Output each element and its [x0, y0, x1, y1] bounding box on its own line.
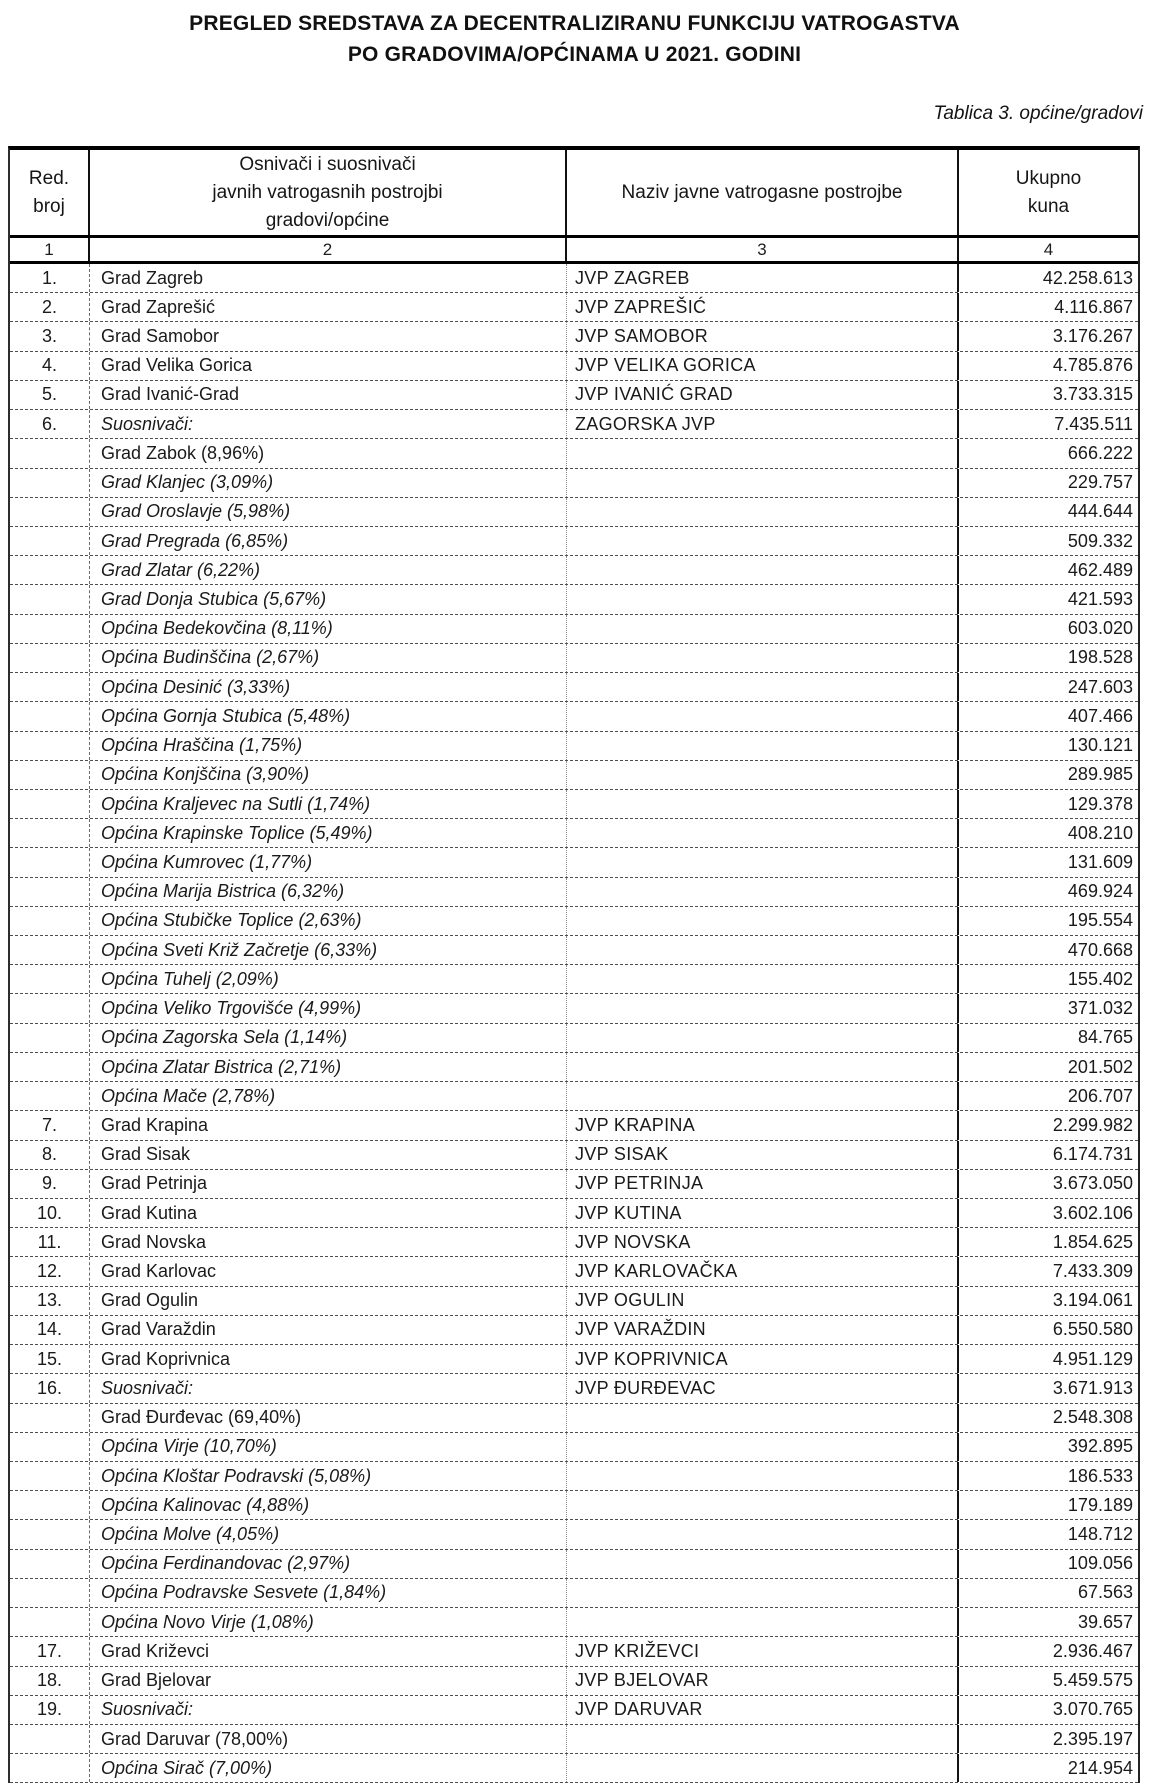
unit-cell: JVP SISAK: [567, 1141, 959, 1169]
header-red-line-2: broj: [33, 195, 65, 217]
row-number-cell: 18.: [10, 1667, 90, 1695]
unit-cell: [567, 907, 959, 935]
unit-cell: [567, 1608, 959, 1636]
unit-cell: [567, 848, 959, 876]
amount-cell: 148.712: [1067, 1524, 1133, 1545]
founder-cell: Grad Velika Gorica: [90, 352, 567, 380]
unit-cell: [567, 1462, 959, 1490]
row-number-cell: 15.: [10, 1345, 90, 1373]
row-number-cell: 10.: [10, 1199, 90, 1227]
column-number-2: 2: [90, 238, 567, 261]
table-row: [10, 264, 1138, 293]
unit-cell: [567, 732, 959, 760]
unit-cell: [567, 644, 959, 672]
table-row: [10, 790, 1138, 819]
row-number-cell: 16.: [10, 1374, 90, 1402]
table-body: [10, 264, 1138, 1783]
founder-cell: Općina Kraljevec na Sutli (1,74%): [90, 790, 567, 818]
table-row: [10, 556, 1138, 585]
row-number-cell: 7.: [10, 1111, 90, 1139]
row-number-cell: [10, 469, 90, 497]
table-row: [10, 965, 1138, 994]
amount-cell: 198.528: [1067, 647, 1133, 668]
table-row: [10, 1433, 1138, 1462]
founder-cell: Grad Ogulin: [90, 1287, 567, 1315]
amount-cell: 3.176.267: [1052, 326, 1133, 347]
amount-cell: 2.936.467: [1052, 1640, 1133, 1661]
amount-cell: 2.395.197: [1052, 1728, 1133, 1749]
amount-cell: 206.707: [1067, 1085, 1133, 1106]
table-header-row: [10, 150, 1138, 238]
unit-cell: JVP ĐURĐEVAC: [567, 1374, 959, 1402]
row-number-cell: [10, 732, 90, 760]
amount-cell: 4.116.867: [1054, 296, 1133, 317]
amount-cell: 3.733.315: [1052, 384, 1133, 405]
amount-cell: 666.222: [1067, 442, 1133, 463]
founder-cell: Općina Kalinovac (4,88%): [90, 1491, 567, 1519]
amount-cell: 247.603: [1067, 676, 1133, 697]
table-row: [10, 1608, 1138, 1637]
table-row: [10, 1696, 1138, 1725]
founder-cell: Općina Krapinske Toplice (5,49%): [90, 819, 567, 847]
founder-cell: Općina Zagorska Sela (1,14%): [90, 1024, 567, 1052]
amount-cell: 131.609: [1067, 851, 1133, 872]
founder-cell: Grad Petrinja: [90, 1170, 567, 1198]
header-red-line-1: Red.: [28, 167, 70, 189]
founder-cell: Općina Tuhelj (2,09%): [90, 965, 567, 993]
founder-cell: Općina Bedekovčina (8,11%): [90, 615, 567, 643]
amount-cell: 470.668: [1067, 939, 1133, 960]
amount-cell: 67.563: [1077, 1582, 1133, 1603]
founder-cell: Grad Zaprešić: [90, 293, 567, 321]
row-number-cell: 12.: [10, 1257, 90, 1285]
amount-cell: 109.056: [1067, 1553, 1133, 1574]
header-naziv-line-1: Naziv javne vatrogasne postrojbe: [621, 181, 903, 203]
table-row: [10, 1550, 1138, 1579]
amount-cell: 186.533: [1067, 1465, 1133, 1486]
row-number-cell: [10, 702, 90, 730]
unit-cell: JVP ZAPREŠIĆ: [567, 293, 959, 321]
unit-cell: [567, 1550, 959, 1578]
table-row: [10, 527, 1138, 556]
table-row: [10, 585, 1138, 614]
table-row: [10, 819, 1138, 848]
unit-cell: [567, 1082, 959, 1110]
amount-cell: 129.378: [1067, 793, 1133, 814]
row-number-cell: [10, 878, 90, 906]
table-row: [10, 761, 1138, 790]
row-number-cell: [10, 1520, 90, 1548]
unit-cell: [567, 1433, 959, 1461]
founder-cell: Općina Veliko Trgovišće (4,99%): [90, 994, 567, 1022]
row-number-cell: 17.: [10, 1637, 90, 1665]
row-number-cell: 1.: [10, 264, 90, 292]
unit-cell: [567, 1520, 959, 1548]
amount-cell: 371.032: [1067, 998, 1133, 1019]
table-row: [10, 1257, 1138, 1286]
unit-cell: [567, 1024, 959, 1052]
unit-cell: [567, 585, 959, 613]
table-row: [10, 322, 1138, 351]
founder-cell: Općina Kumrovec (1,77%): [90, 848, 567, 876]
founder-cell: Općina Konjščina (3,90%): [90, 761, 567, 789]
row-number-cell: [10, 527, 90, 555]
row-number-cell: 4.: [10, 352, 90, 380]
table-row: [10, 1287, 1138, 1316]
amount-cell: 6.174.731: [1052, 1144, 1133, 1165]
unit-cell: [567, 965, 959, 993]
table-row: [10, 907, 1138, 936]
founder-cell: Općina Desinić (3,33%): [90, 673, 567, 701]
amount-cell: 6.550.580: [1052, 1319, 1133, 1340]
founder-cell: Općina Zlatar Bistrica (2,71%): [90, 1053, 567, 1081]
founder-cell: Grad Karlovac: [90, 1257, 567, 1285]
unit-cell: JVP KRIŽEVCI: [567, 1637, 959, 1665]
header-osnivaci-line-2: javnih vatrogasnih postrojbi: [212, 181, 443, 203]
amount-cell: 229.757: [1067, 472, 1133, 493]
unit-cell: [567, 615, 959, 643]
table-row: [10, 1170, 1138, 1199]
amount-cell: 201.502: [1067, 1056, 1133, 1077]
amount-cell: 462.489: [1067, 559, 1133, 580]
row-number-cell: [10, 1491, 90, 1519]
table-row: [10, 439, 1138, 468]
founder-cell: Općina Podravske Sesvete (1,84%): [90, 1579, 567, 1607]
amount-cell: 3.194.061: [1052, 1290, 1133, 1311]
founder-cell: Općina Kloštar Podravski (5,08%): [90, 1462, 567, 1490]
table-row: [10, 1141, 1138, 1170]
founder-cell: Grad Pregrada (6,85%): [90, 527, 567, 555]
founder-cell: Grad Samobor: [90, 322, 567, 350]
table-row: [10, 1053, 1138, 1082]
row-number-cell: [10, 790, 90, 818]
amount-cell: 84.765: [1077, 1027, 1133, 1048]
table-row: [10, 1520, 1138, 1549]
row-number-cell: 5.: [10, 381, 90, 409]
unit-cell: [567, 790, 959, 818]
row-number-cell: [10, 848, 90, 876]
table-row: [10, 1667, 1138, 1696]
row-number-cell: [10, 1579, 90, 1607]
header-cell-naziv: [567, 150, 959, 235]
amount-cell: 130.121: [1067, 735, 1133, 756]
table-row: [10, 1579, 1138, 1608]
title-line-2: PO GRADOVIMA/OPĆINAMA U 2021. GODINI: [347, 43, 802, 66]
table-row: [10, 1637, 1138, 1666]
unit-cell: [567, 819, 959, 847]
amount-cell: 7.433.309: [1052, 1261, 1133, 1282]
column-number-4: 4: [1043, 239, 1054, 259]
founder-cell: Grad Zlatar (6,22%): [90, 556, 567, 584]
header-cell-red-broj: [10, 150, 90, 235]
header-osnivaci-line-1: Osnivači i suosnivači: [239, 153, 416, 175]
header-ukupno-line-1: Ukupno: [1015, 167, 1082, 189]
unit-cell: JVP SAMOBOR: [567, 322, 959, 350]
column-number-1: 1: [10, 238, 90, 261]
table-row: [10, 1316, 1138, 1345]
table-row: [10, 936, 1138, 965]
unit-cell: [567, 439, 959, 467]
amount-cell: 444.644: [1067, 501, 1133, 522]
founder-cell: Grad Koprivnica: [90, 1345, 567, 1373]
header-osnivaci-line-3: gradovi/općine: [265, 209, 390, 231]
row-number-cell: [10, 1550, 90, 1578]
amount-cell: 195.554: [1067, 910, 1133, 931]
table-row: [10, 1199, 1138, 1228]
amount-cell: 392.895: [1067, 1436, 1133, 1457]
unit-cell: [567, 702, 959, 730]
row-number-cell: [10, 556, 90, 584]
row-number-cell: [10, 585, 90, 613]
table-row: [10, 1345, 1138, 1374]
row-number-cell: 2.: [10, 293, 90, 321]
row-number-cell: 13.: [10, 1287, 90, 1315]
unit-cell: [567, 878, 959, 906]
founder-cell: Općina Gornja Stubica (5,48%): [90, 702, 567, 730]
unit-cell: [567, 761, 959, 789]
amount-cell: 407.466: [1067, 705, 1133, 726]
row-number-cell: [10, 761, 90, 789]
unit-cell: JVP IVANIĆ GRAD: [567, 381, 959, 409]
row-number-cell: [10, 819, 90, 847]
table-row: [10, 1404, 1138, 1433]
amount-cell: 2.548.308: [1052, 1407, 1133, 1428]
table-row: [10, 1024, 1138, 1053]
unit-cell: JVP VARAŽDIN: [567, 1316, 959, 1344]
amount-cell: 2.299.982: [1052, 1114, 1133, 1135]
founder-cell: Općina Mače (2,78%): [90, 1082, 567, 1110]
amount-cell: 4.785.876: [1052, 355, 1133, 376]
amount-cell: 603.020: [1067, 618, 1133, 639]
table-row: [10, 1228, 1138, 1257]
unit-cell: JVP KARLOVAČKA: [567, 1257, 959, 1285]
founder-cell: Općina Sirač (7,00%): [90, 1754, 567, 1782]
founder-cell: Općina Virje (10,70%): [90, 1433, 567, 1461]
row-number-cell: [10, 1082, 90, 1110]
founder-cell: Grad Zagreb: [90, 264, 567, 292]
amount-cell: 3.602.106: [1052, 1202, 1133, 1223]
row-number-cell: [10, 498, 90, 526]
founder-cell: Općina Budinščina (2,67%): [90, 644, 567, 672]
unit-cell: JVP KOPRIVNICA: [567, 1345, 959, 1373]
table-row: [10, 352, 1138, 381]
table-row: [10, 498, 1138, 527]
table-row: [10, 848, 1138, 877]
amount-cell: 42.258.613: [1042, 267, 1133, 288]
column-number-row: [10, 238, 1138, 264]
funds-table: [8, 146, 1140, 1783]
table-row: [10, 732, 1138, 761]
unit-cell: [567, 1053, 959, 1081]
unit-cell: [567, 527, 959, 555]
founder-cell: Grad Ivanić-Grad: [90, 381, 567, 409]
founder-cell: Suosnivači:: [90, 1696, 567, 1724]
table-row: [10, 878, 1138, 907]
table-row: [10, 1754, 1138, 1783]
table-row: [10, 644, 1138, 673]
row-number-cell: [10, 907, 90, 935]
row-number-cell: 6.: [10, 410, 90, 438]
column-number-3: 3: [567, 238, 959, 261]
amount-cell: 4.951.129: [1052, 1348, 1133, 1369]
unit-cell: JVP PETRINJA: [567, 1170, 959, 1198]
amount-cell: 469.924: [1067, 881, 1133, 902]
table-row: [10, 381, 1138, 410]
founder-cell: Grad Đurđevac (69,40%): [90, 1404, 567, 1432]
amount-cell: 214.954: [1067, 1757, 1133, 1778]
founder-cell: Grad Zabok (8,96%): [90, 439, 567, 467]
founder-cell: Grad Sisak: [90, 1141, 567, 1169]
unit-cell: JVP ZAGREB: [567, 264, 959, 292]
founder-cell: Suosnivači:: [90, 1374, 567, 1402]
founder-cell: Grad Krapina: [90, 1111, 567, 1139]
amount-cell: 3.673.050: [1052, 1173, 1133, 1194]
unit-cell: JVP BJELOVAR: [567, 1667, 959, 1695]
row-number-cell: [10, 1433, 90, 1461]
header-cell-osnivaci: [90, 150, 567, 235]
row-number-cell: [10, 1404, 90, 1432]
unit-cell: [567, 1404, 959, 1432]
row-number-cell: [10, 936, 90, 964]
founder-cell: Općina Sveti Križ Začretje (6,33%): [90, 936, 567, 964]
title-line-1: PREGLED SREDSTAVA ZA DECENTRALIZIRANU FUNKCIJU VATROGASTVA: [189, 12, 960, 35]
table-row: [10, 1111, 1138, 1140]
row-number-cell: [10, 615, 90, 643]
unit-cell: ZAGORSKA JVP: [567, 410, 959, 438]
amount-cell: 3.070.765: [1052, 1699, 1133, 1720]
unit-cell: JVP KUTINA: [567, 1199, 959, 1227]
amount-cell: 5.459.575: [1052, 1670, 1133, 1691]
row-number-cell: [10, 1024, 90, 1052]
table-row: [10, 702, 1138, 731]
unit-cell: [567, 1491, 959, 1519]
unit-cell: JVP VELIKA GORICA: [567, 352, 959, 380]
row-number-cell: 19.: [10, 1696, 90, 1724]
unit-cell: JVP OGULIN: [567, 1287, 959, 1315]
row-number-cell: [10, 994, 90, 1022]
row-number-cell: [10, 439, 90, 467]
row-number-cell: [10, 1725, 90, 1753]
unit-cell: JVP DARUVAR: [567, 1696, 959, 1724]
amount-cell: 1.854.625: [1052, 1231, 1133, 1252]
unit-cell: JVP NOVSKA: [567, 1228, 959, 1256]
table-row: [10, 994, 1138, 1023]
founder-cell: Grad Klanjec (3,09%): [90, 469, 567, 497]
table-row: [10, 1082, 1138, 1111]
unit-cell: [567, 498, 959, 526]
unit-cell: [567, 673, 959, 701]
founder-cell: Grad Donja Stubica (5,67%): [90, 585, 567, 613]
founder-cell: Grad Varaždin: [90, 1316, 567, 1344]
row-number-cell: 11.: [10, 1228, 90, 1256]
founder-cell: Grad Novska: [90, 1228, 567, 1256]
founder-cell: Grad Daruvar (78,00%): [90, 1725, 567, 1753]
founder-cell: Grad Oroslavje (5,98%): [90, 498, 567, 526]
row-number-cell: 3.: [10, 322, 90, 350]
row-number-cell: [10, 965, 90, 993]
table-row: [10, 410, 1138, 439]
table-row: [10, 469, 1138, 498]
header-cell-ukupno: [959, 150, 1138, 235]
row-number-cell: 14.: [10, 1316, 90, 1344]
unit-cell: [567, 469, 959, 497]
amount-cell: 509.332: [1067, 530, 1133, 551]
founder-cell: Općina Stubičke Toplice (2,63%): [90, 907, 567, 935]
amount-cell: 155.402: [1067, 968, 1133, 989]
amount-cell: 408.210: [1067, 822, 1133, 843]
founder-cell: Općina Marija Bistrica (6,32%): [90, 878, 567, 906]
unit-cell: [567, 994, 959, 1022]
founder-cell: Općina Hraščina (1,75%): [90, 732, 567, 760]
table-row: [10, 293, 1138, 322]
unit-cell: [567, 1754, 959, 1782]
table-row: [10, 1462, 1138, 1491]
founder-cell: Suosnivači:: [90, 410, 567, 438]
founder-cell: Općina Novo Virje (1,08%): [90, 1608, 567, 1636]
unit-cell: [567, 1725, 959, 1753]
amount-cell: 7.435.511: [1054, 413, 1133, 434]
document-title: [0, 8, 1149, 70]
unit-cell: [567, 936, 959, 964]
amount-cell: 179.189: [1067, 1494, 1133, 1515]
row-number-cell: 9.: [10, 1170, 90, 1198]
unit-cell: JVP KRAPINA: [567, 1111, 959, 1139]
row-number-cell: [10, 673, 90, 701]
founder-cell: Grad Križevci: [90, 1637, 567, 1665]
founder-cell: Grad Bjelovar: [90, 1667, 567, 1695]
founder-cell: Grad Kutina: [90, 1199, 567, 1227]
founder-cell: Općina Molve (4,05%): [90, 1520, 567, 1548]
row-number-cell: [10, 644, 90, 672]
unit-cell: [567, 556, 959, 584]
row-number-cell: [10, 1053, 90, 1081]
table-row: [10, 673, 1138, 702]
table-row: [10, 1725, 1138, 1754]
amount-cell: 289.985: [1067, 764, 1133, 785]
table-caption: Tablica 3. općine/gradovi: [933, 103, 1143, 124]
header-ukupno-line-2: kuna: [1027, 195, 1070, 217]
amount-cell: 3.671.913: [1052, 1377, 1133, 1398]
unit-cell: [567, 1579, 959, 1607]
table-row: [10, 615, 1138, 644]
row-number-cell: [10, 1608, 90, 1636]
table-row: [10, 1491, 1138, 1520]
row-number-cell: [10, 1754, 90, 1782]
row-number-cell: [10, 1462, 90, 1490]
amount-cell: 421.593: [1067, 589, 1133, 610]
table-row: [10, 1374, 1138, 1403]
amount-cell: 39.657: [1077, 1611, 1133, 1632]
founder-cell: Općina Ferdinandovac (2,97%): [90, 1550, 567, 1578]
row-number-cell: 8.: [10, 1141, 90, 1169]
